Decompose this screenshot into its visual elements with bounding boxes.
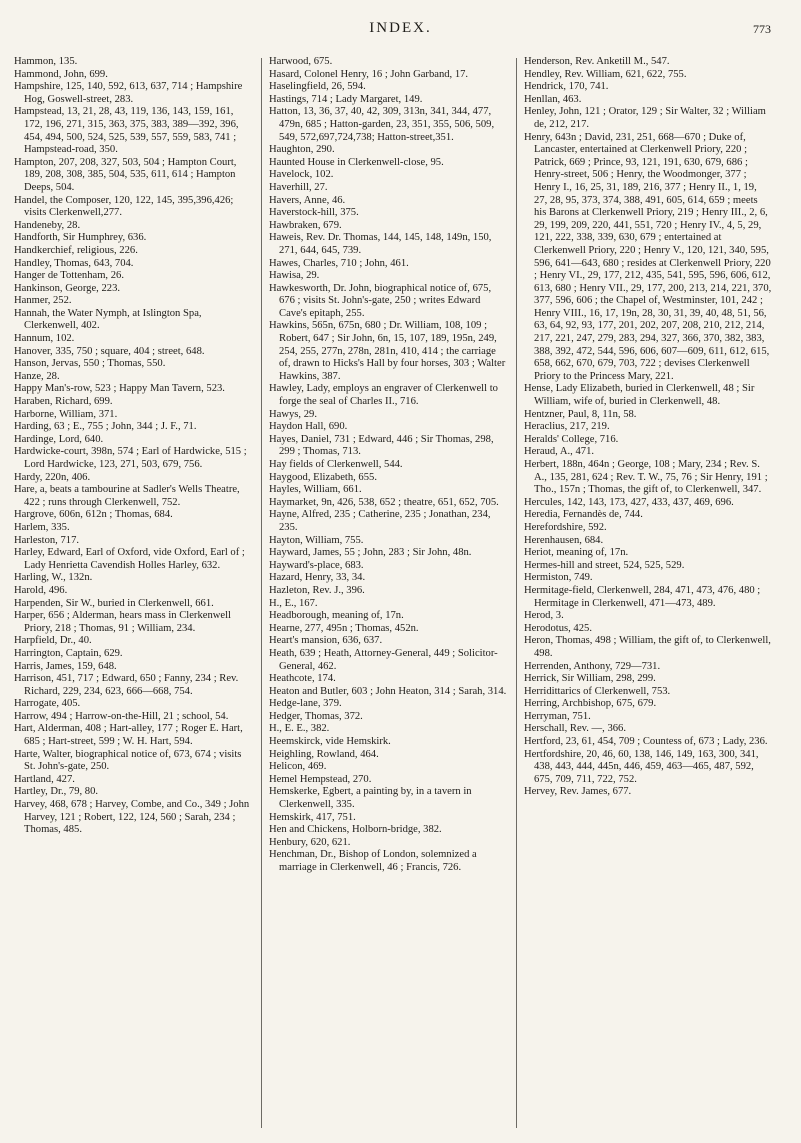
index-entry: Hedger, Thomas, 372. [269,710,363,722]
index-entry: Herryman, 751. [524,710,591,722]
index-entry: Harling, W., 132n. [14,572,93,584]
index-entry: Harley, Edward, Earl of Oxford, vide Oxford, Earl of ; Lady Henrietta Cavendish Holles Harley, 632. [14,547,245,571]
index-entry: Hermitage-field, Clerkenwell, 284, 471, 473, 476, 480 ; Hermitage in Clerkenwell, 471—473, 489. [524,584,761,609]
index-entry: Hannah, the Water Nymph, at Islington Spa, Clerkenwell, 402. [14,307,202,332]
index-entry: Haunted House in Clerkenwell-close, 95. [269,156,444,168]
index-entry: Hawbraken, 679. [269,219,342,231]
index-entry: Harleston, 717. [14,534,80,546]
index-entry: Haydon Hall, 690. [269,421,348,433]
index-entry: Harborne, William, 371. [14,408,118,420]
index-column-3 [524,56,772,799]
index-entry: Hawisa, 29. [269,270,320,282]
index-entry: Harrogate, 405. [14,698,81,710]
index-entry: Herrick, Sir William, 298, 299. [524,673,656,685]
index-entry: Heighling, Rowland, 464. [269,748,379,760]
index-entry: Handkerchief, religious, 226. [14,244,138,256]
index-entry: Hannum, 102. [14,333,75,345]
index-entry: Herefordshire, 592. [524,521,607,533]
index-entry: Heathcote, 174. [269,673,336,685]
index-entry: Havelock, 102. [269,169,334,181]
index-entry: Handeneby, 28. [14,219,81,231]
index-entry: Hermes-hill and street, 524, 525, 529. [524,559,685,571]
index-entry: Harpenden, Sir W., buried in Clerkenwell, 661. [14,597,214,609]
index-entry: Henley, John, 121 ; Orator, 129 ; Sir Walter, 32 ; William de, 212, 217. [524,106,766,130]
index-entry: Hanger de Tottenham, 26. [14,270,124,282]
index-entry: Harwood, 675. [269,56,333,67]
index-entry: Heemskirck, vide Hemskirk. [269,736,391,748]
index-entry: Hermiston, 749. [524,572,593,584]
index-entry: Hampshire, 125, 140, 592, 613, 637, 714 ; Hampshire Hog, Goswell-street, 283. [14,81,243,105]
index-entry: Herridittarics of Clerkenwell, 753. [524,685,671,697]
index-entry: Harrison, 451, 717 ; Edward, 650 ; Fanny, 234 ; Rev. Richard, 229, 234, 623, 666—668, 754. [14,673,239,697]
index-entry: Harrington, Captain, 629. [14,647,123,659]
index-entry: Hampton, 207, 208, 327, 503, 504 ; Hampton Court, 189, 208, 308, 385, 504, 535, 611, 614 ; Hampton Deeps, 504. [14,156,237,193]
index-entry: Hawley, Lady, employs an engraver of Clerkenwell to forge the seal of Charles II., 716. [269,383,498,408]
index-entry: Haverhill, 27. [269,181,328,193]
index-entry: Helicon, 469. [269,761,327,773]
index-entry: Heriot, meaning of, 17n. [524,547,629,559]
column-divider [261,58,262,1128]
index-entry: Headborough, meaning of, 17n. [269,610,404,622]
index-entry: Hertford, 23, 61, 454, 709 ; Countess of, 673 ; Lady, 236. [524,736,768,748]
index-entry: Haraben, Richard, 699. [14,396,113,408]
index-entry: Hawes, Charles, 710 ; John, 461. [269,257,409,269]
index-entry: Hayward's-place, 683. [269,559,364,571]
index-entry: Henllan, 463. [524,93,582,105]
index-entry: Haygood, Elizabeth, 655. [269,471,377,483]
index-entry: Hampstead, 13, 21, 28, 43, 119, 136, 143, 159, 161, 172, 196, 271, 315, 363, 375, 383, 389—392, 396, 454, 494, 500, 524, 525, 539, 557, 559, 583, 741 ; Hampstead-road, 350. [14,106,239,156]
index-entry: Hartland, 427. [14,773,75,785]
index-entry: Hendrick, 170, 741. [524,81,609,93]
index-entry: Harpfield, Dr., 40. [14,635,92,647]
index-entry: H., E. E., 382. [269,723,330,735]
index-entry: Heath, 639 ; Heath, Attorney-General, 449 ; Solicitor-General, 462. [269,647,498,672]
index-entry: Hargrove, 606n, 612n ; Thomas, 684. [14,509,173,521]
index-entry: Hanmer, 252. [14,295,72,307]
index-entry: Harvey, 468, 678 ; Harvey, Combe, and Co., 349 ; John Harvey, 121 ; Robert, 122, 124, 560 ; Sarah, 234 ; Thomas, 485. [14,799,250,836]
index-entry: Harding, 63 ; E., 755 ; John, 344 ; J. F., 71. [14,421,197,433]
index-entry: Hasard, Colonel Henry, 16 ; John Garband, 17. [269,68,469,80]
index-entry: Harris, James, 159, 648. [14,660,117,672]
index-entry: Heraud, A., 471. [524,446,595,458]
index-column-1 [14,56,250,837]
index-entry: Hay fields of Clerkenwell, 544. [269,459,403,470]
index-column-2 [269,56,507,875]
index-entry: Hazleton, Rev. J., 396. [269,584,365,596]
index-entry: Herodotus, 425. [524,622,592,634]
page-number: 773 [753,22,771,36]
index-entry: Hearne, 277, 495n ; Thomas, 452n. [269,622,419,634]
index-entry: Happy Man's-row, 523 ; Happy Man Tavern, 523. [14,383,225,395]
running-title: INDEX. [369,20,432,36]
index-entry: Hayles, William, 661. [269,484,362,496]
index-entry: Haweis, Rev. Dr. Thomas, 144, 145, 148, 149n, 150, 271, 644, 645, 739. [269,232,492,256]
index-entry: Hart, Alderman, 408 ; Hart-alley, 177 ; Roger E. Hart, 685 ; Hart-street, 599 ; W. H. Hart, 594. [14,723,243,748]
index-entry: Hastings, 714 ; Lady Margaret, 149. [269,93,423,105]
index-entry: Hardwicke-court, 398n, 574 ; Earl of Hardwicke, 515 ; Lord Hardwicke, 123, 271, 503, 679, 756. [14,446,247,470]
index-entry: Haughton, 290. [269,144,335,156]
index-entry: Hawkesworth, Dr. John, biographical notice of, 675, 676 ; visits St. John's-gate, 250 ; writes Edward Cave's epitaph, 255. [269,282,492,319]
index-entry: Herrenden, Anthony, 729—731. [524,660,661,672]
index-entry: Herbert, 188n, 464n ; George, 108 ; Mary, 234 ; Rev. S. A., 135, 281, 624 ; Rev. T. W., 75, 76 ; Sir Henry, 191 ; Tho., 157n ; Thomas, the gift of, to Clerkenwell, 347. [524,459,768,496]
index-entry: Hemel Hempstead, 270. [269,773,372,785]
index-entry: Heralds' College, 716. [524,433,619,445]
index-entry: Henderson, Rev. Anketill M., 547. [524,56,670,67]
index-entry: Hemskirk, 417, 751. [269,811,356,823]
index-entry: Hardy, 220n, 406. [14,471,91,483]
index-entry: Handel, the Composer, 120, 122, 145, 395,396,426; visits Clerkenwell,277. [14,194,234,219]
index-entry: Hammon, 135. [14,56,78,67]
index-entry: Hanze, 28. [14,370,60,382]
index-entry: Harlem, 335. [14,521,70,533]
index-entry: Harper, 656 ; Alderman, hears mass in Clerkenwell Priory, 218 ; Thomas, 91 ; William, 234. [14,610,231,634]
page-header [0,20,801,42]
index-entry: Hazard, Henry, 33, 34. [269,572,366,584]
index-entry: Heraclius, 217, 219. [524,421,610,433]
index-entry: Hedge-lane, 379. [269,698,342,710]
index-entry: Hardinge, Lord, 640. [14,433,104,445]
index-entry: Hercules, 142, 143, 173, 427, 433, 437, 469, 696. [524,496,734,508]
index-entry: Herod, 3. [524,610,564,622]
index-entry: Handforth, Sir Humphrey, 636. [14,232,147,244]
index-entry: Hanover, 335, 750 ; square, 404 ; street, 648. [14,345,205,357]
index-entry: Heredia, Fernandès de, 744. [524,509,643,521]
index-entry: Henry, 643n ; David, 231, 251, 668—670 ; Duke of, Lancaster, entertained at Clerkenwell Priory, 220 ; Patrick, 669 ; Prince, 93, 121, 191, 630, 679, 686 ; Henry-street, 506 ; Henry, the Woodmonger, 377 ; Henry I., 16, 25, 31, 189, 216, 377 ; Henry II., 1, 19, 27, 28, 95, 373, 374, 388, 491, 605, 614, 659 ; meets his Barons at Clerkenwell Priory, 219 ; Henry III., 2, 6, 29, 199, 209, 220, 441, 551, 720 ; Henry IV., 4, 5, 29, 121, 222, 338, 339, 630, 679 ; entertained at Clerkenwell Priory, 220 ; Henry V., 120, 121, 340, 595, 596, 641—643, 680 ; resides at Clerkenwell Priory, 220 ; Henry VI., 29, 177, 212, 435, 541, 595, 596, 606, 612, 613, 680 ; Henry VII., 29, 177, 200, 213, 214, 221, 370, 377, 596, 606 ; the Chapel of, Westminster, 101, 242 ; Henry VIII., 16, 17, 19n, 28, 30, 31, 39, 40, 48, 51, 56, 63, 64, 92, 93, 177, 201, 202, 207, 208, 210, 212, 214, 217, 221, 247, 279, 283, 294, 327, 366, 370, 382, 383, 388, 392, 472, 544, 596, 606, 607—609, 611, 612, 615, 658, 662, 670, 679, 703, 722 ; devises Clerkenwell Priory to the Princess Mary, 221. [524,131,772,382]
index-entry: Hemskerke, Egbert, a painting by, in a tavern in Clerkenwell, 335. [269,786,472,811]
index-entry: Harrow, 494 ; Harrow-on-the-Hill, 21 ; school, 54. [14,710,229,722]
index-entry: Henbury, 620, 621. [269,836,351,848]
index-entry: Haselingfield, 26, 594. [269,81,366,93]
index-entry: Hendley, Rev. William, 621, 622, 755. [524,68,687,80]
index-entry: Hankinson, George, 223. [14,282,121,294]
index-entry: Hervey, Rev. James, 677. [524,786,632,798]
index-entry: Hawkins, 565n, 675n, 680 ; Dr. William, 108, 109 ; Robert, 647 ; Sir John, 6n, 15, 107, 189, 195n, 249, 254, 255, 277n, 278n, 281n, 410, 414 ; the carriage of, drawn to Hicks's Hall by four horses, 303 ; Walter Hawkins, 387. [269,320,506,382]
index-entry: Hawys, 29. [269,408,317,420]
index-entry: Heart's mansion, 636, 637. [269,635,383,647]
index-entry: Hayward, James, 55 ; John, 283 ; Sir John, 48n. [269,547,472,559]
index-entry: H., E., 167. [269,597,318,609]
index-entry: Hayes, Daniel, 731 ; Edward, 446 ; Sir Thomas, 298, 299 ; Thomas, 713. [269,433,494,458]
index-entry: Hentzner, Paul, 8, 11n, 58. [524,408,637,420]
index-entry: Haverstock-hill, 375. [269,207,359,219]
index-entry: Harte, Walter, biographical notice of, 673, 674 ; visits St. John's-gate, 250. [14,748,242,773]
index-entry: Hartley, Dr., 79, 80. [14,786,99,798]
index-entry: Harold, 496. [14,584,68,596]
index-entry: Hanson, Jervas, 550 ; Thomas, 550. [14,358,166,370]
index-entry: Heaton and Butler, 603 ; John Heaton, 314 ; Sarah, 314. [269,685,507,697]
index-entry: Hare, a, beats a tambourine at Sadler's Wells Theatre, 422 ; runs through Clerkenwell, 752. [14,484,240,508]
index-entry: Herschall, Rev. —, 366. [524,723,626,735]
index-entry: Hen and Chickens, Holborn-bridge, 382. [269,824,442,836]
index-entry: Hayton, William, 755. [269,534,364,546]
index-entry: Heron, Thomas, 498 ; William, the gift of, to Clerkenwell, 498. [524,635,771,659]
index-entry: Havers, Anne, 46. [269,194,346,206]
index-entry: Haymarket, 9n, 426, 538, 652 ; theatre, 651, 652, 705. [269,496,499,508]
index-entry: Handley, Thomas, 643, 704. [14,257,134,269]
index-entry: Hayne, Alfred, 235 ; Catherine, 235 ; Jonathan, 234, 235. [269,509,491,533]
index-entry: Hammond, John, 699. [14,68,108,80]
index-entry: Hense, Lady Elizabeth, buried in Clerkenwell, 48 ; Sir William, wife of, buried in Clerkenwell, 48. [524,383,755,408]
column-divider [516,58,517,1128]
index-entry: Herring, Archbishop, 675, 679. [524,698,657,710]
index-entry: Hertfordshire, 20, 46, 60, 138, 146, 149, 163, 300, 341, 438, 443, 444, 445n, 446, 459, 463—465, 487, 592, 675, 709, 711, 722, 752. [524,748,759,785]
index-entry: Hatton, 13, 36, 37, 40, 42, 309, 313n, 341, 344, 477, 479n, 685 ; Hatton-garden, 23, 351, 355, 506, 509, 549, 572,697,724,738; Hatton-street,351. [269,106,495,143]
index-entry: Herenhausen, 684. [524,534,604,546]
index-entry: Henchman, Dr., Bishop of London, solemnized a marriage in Clerkenwell, 46 ; Francis, 726. [269,849,477,873]
